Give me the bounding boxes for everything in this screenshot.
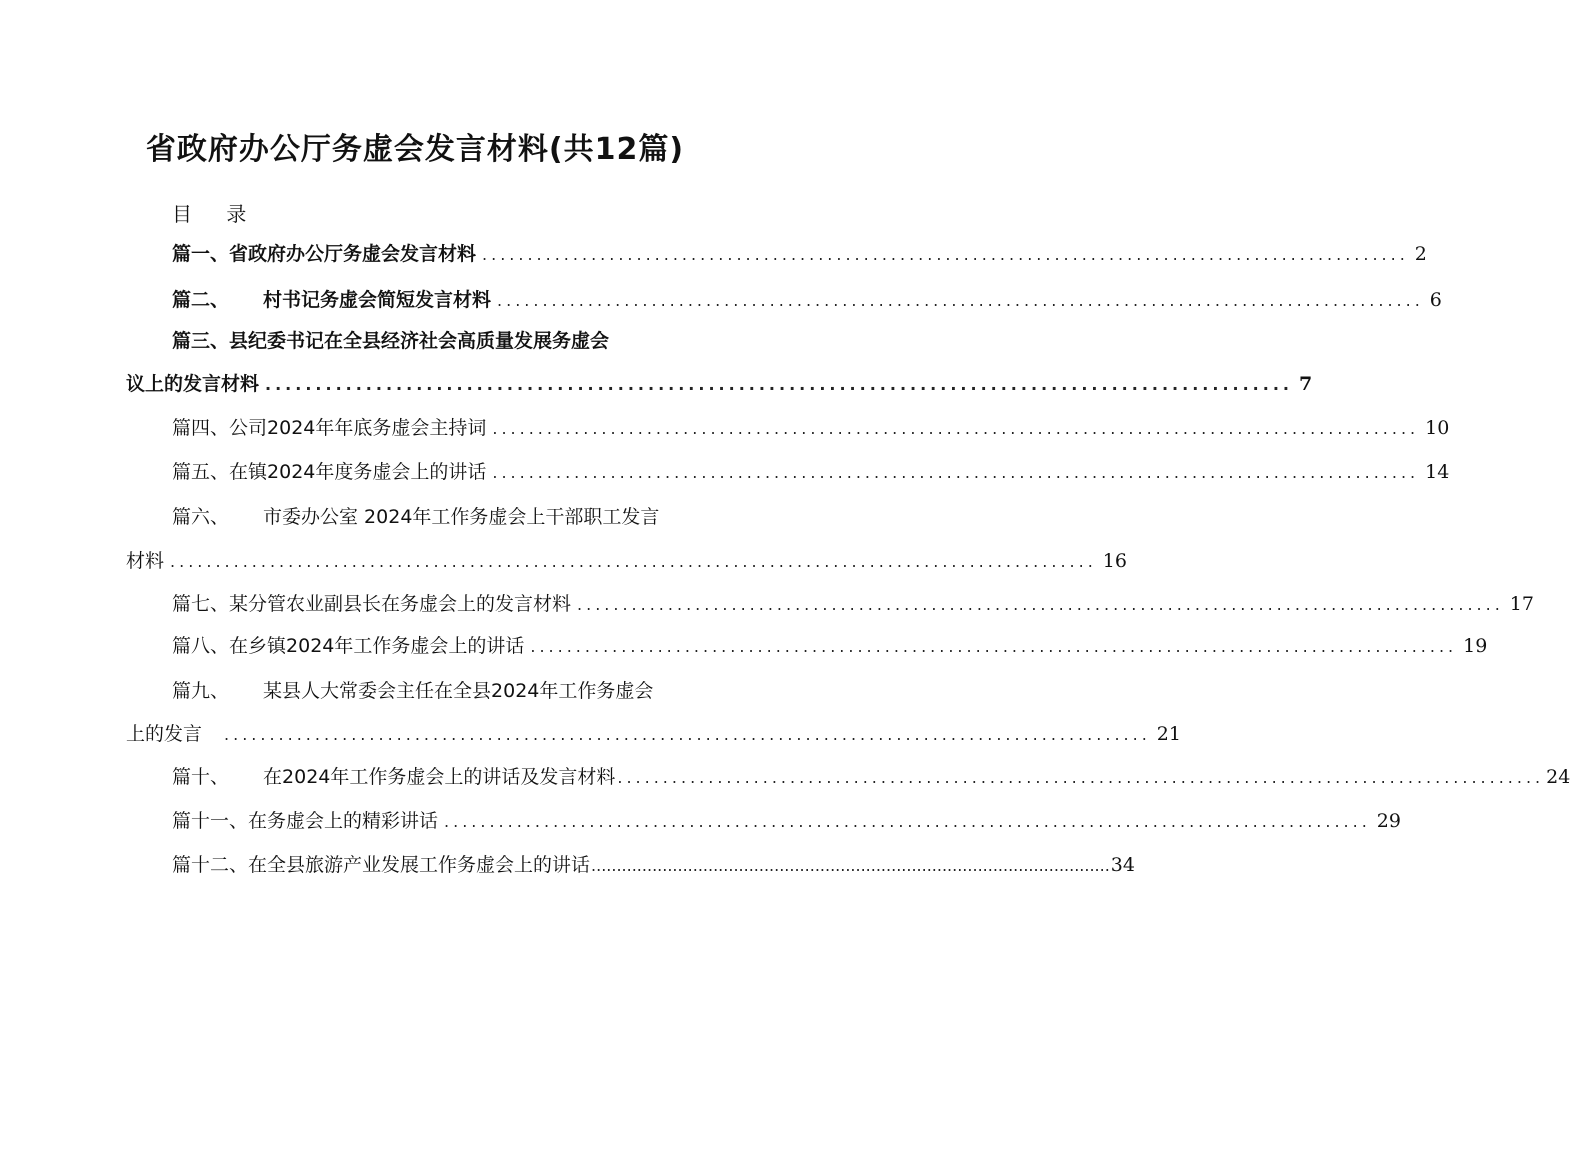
toc-leader-dots: ......................................................................................................: [497, 291, 1424, 310]
toc-leader-dots: ......................................................................................................: [265, 375, 1293, 394]
toc-entry-3-cont[interactable]: [126, 370, 1313, 398]
toc-entry-label: 篇十二、: [172, 854, 249, 876]
toc-entry-page: 34: [1110, 854, 1135, 876]
toc-leader-dots: ......................................................................................................: [492, 463, 1420, 482]
toc-entry-6[interactable]: [172, 503, 702, 531]
toc-entry-label: 篇九、: [172, 680, 230, 702]
toc-entry-6-cont[interactable]: [126, 547, 1127, 575]
toc-heading: 目 录: [172, 202, 261, 226]
toc-entry-label: 篇二、: [172, 289, 230, 311]
toc-entry-page: 10: [1425, 417, 1450, 439]
toc-entry-1[interactable]: [172, 240, 1427, 268]
toc-leader-dots: ......................................................................................................: [492, 419, 1420, 438]
toc-entry-3[interactable]: [172, 327, 702, 355]
toc-entry-label: 篇六、: [172, 506, 230, 528]
toc-entry-9-cont[interactable]: [126, 720, 1181, 748]
toc-entry-7[interactable]: [172, 590, 1534, 618]
toc-entry-text: 公司2024年年底务虚会主持词: [229, 417, 487, 439]
toc-entry-11[interactable]: [172, 807, 1401, 835]
toc-entry-text: 市委办公室 2024年工作务虚会上干部职工发言: [263, 506, 660, 528]
toc-entry-text-cont: 材料: [126, 550, 165, 572]
toc-entry-page: 21: [1156, 723, 1181, 745]
toc-leader-dots: ......................................................................................................: [170, 552, 1097, 571]
toc-entry-label: 篇十、: [172, 766, 230, 788]
toc-entry-page: 16: [1102, 550, 1127, 572]
toc-entry-text: 在2024年工作务虚会上的讲话及发言材料: [263, 766, 616, 788]
toc-entry-9[interactable]: [172, 677, 702, 705]
toc-entry-label: 篇七、: [172, 593, 230, 615]
toc-entry-4[interactable]: [172, 414, 1450, 442]
toc-entry-2[interactable]: [172, 286, 1442, 314]
toc-entry-label: 篇五、: [172, 461, 230, 483]
toc-entry-text: 在全县旅游产业发展工作务虚会上的讲话: [248, 854, 591, 876]
toc-entry-12[interactable]: [172, 851, 1135, 879]
toc-leader-dots: ......................................................................................................: [591, 856, 1110, 875]
toc-entry-label: 篇一、: [172, 243, 230, 265]
toc-entry-label: 篇八、: [172, 635, 230, 657]
toc-entry-page: 7: [1298, 373, 1313, 395]
toc-entry-text: 某县人大常委会主任在全县2024年工作务虚会: [263, 680, 654, 702]
toc-entry-page: 19: [1463, 635, 1488, 657]
toc-entry-text: 村书记务虚会简短发言材料: [263, 289, 492, 311]
toc-entry-page: 29: [1376, 810, 1401, 832]
toc-entry-text: 省政府办公厅务虚会发言材料: [229, 243, 477, 265]
toc-entry-page: 2: [1414, 243, 1427, 265]
toc-entry-page: 24: [1546, 766, 1570, 788]
toc-entry-text: 在镇2024年度务虚会上的讲话: [229, 461, 487, 483]
toc-entry-page: 14: [1425, 461, 1450, 483]
toc-leader-dots: ......................................................................................................: [482, 245, 1409, 264]
toc-entry-text-cont: 议上的发言材料: [126, 373, 260, 395]
toc-entry-10[interactable]: [172, 763, 1570, 791]
toc-leader-dots: ......................................................................................................: [530, 637, 1458, 656]
toc-entry-label: 篇四、: [172, 417, 230, 439]
toc-entry-text-cont: 上的发言: [126, 723, 203, 745]
toc-entry-text: 某分管农业副县长在务虚会上的发言材料: [229, 593, 572, 615]
toc-leader-dots: ......................................................................................................: [577, 595, 1504, 614]
toc-leader-dots: ......................................................................................................: [617, 768, 1545, 787]
toc-leader-dots: ......................................................................................................: [224, 725, 1151, 744]
toc-entry-label: 篇十一、: [172, 810, 249, 832]
toc-leader-dots: ......................................................................................................: [444, 812, 1371, 831]
toc-entry-8[interactable]: [172, 632, 1488, 660]
toc-entry-label: 篇三、: [172, 330, 230, 352]
toc-entry-text: 在乡镇2024年工作务虚会上的讲话: [229, 635, 525, 657]
toc-entry-text: 县纪委书记在全县经济社会高质量发展务虚会: [229, 330, 610, 352]
document-title: 省政府办公厅务虚会发言材料(共12篇): [145, 132, 685, 167]
toc-entry-5[interactable]: [172, 458, 1450, 486]
toc-entry-page: 6: [1429, 289, 1442, 311]
toc-entry-text: 在务虚会上的精彩讲话: [248, 810, 439, 832]
toc-entry-page: 17: [1509, 593, 1534, 615]
